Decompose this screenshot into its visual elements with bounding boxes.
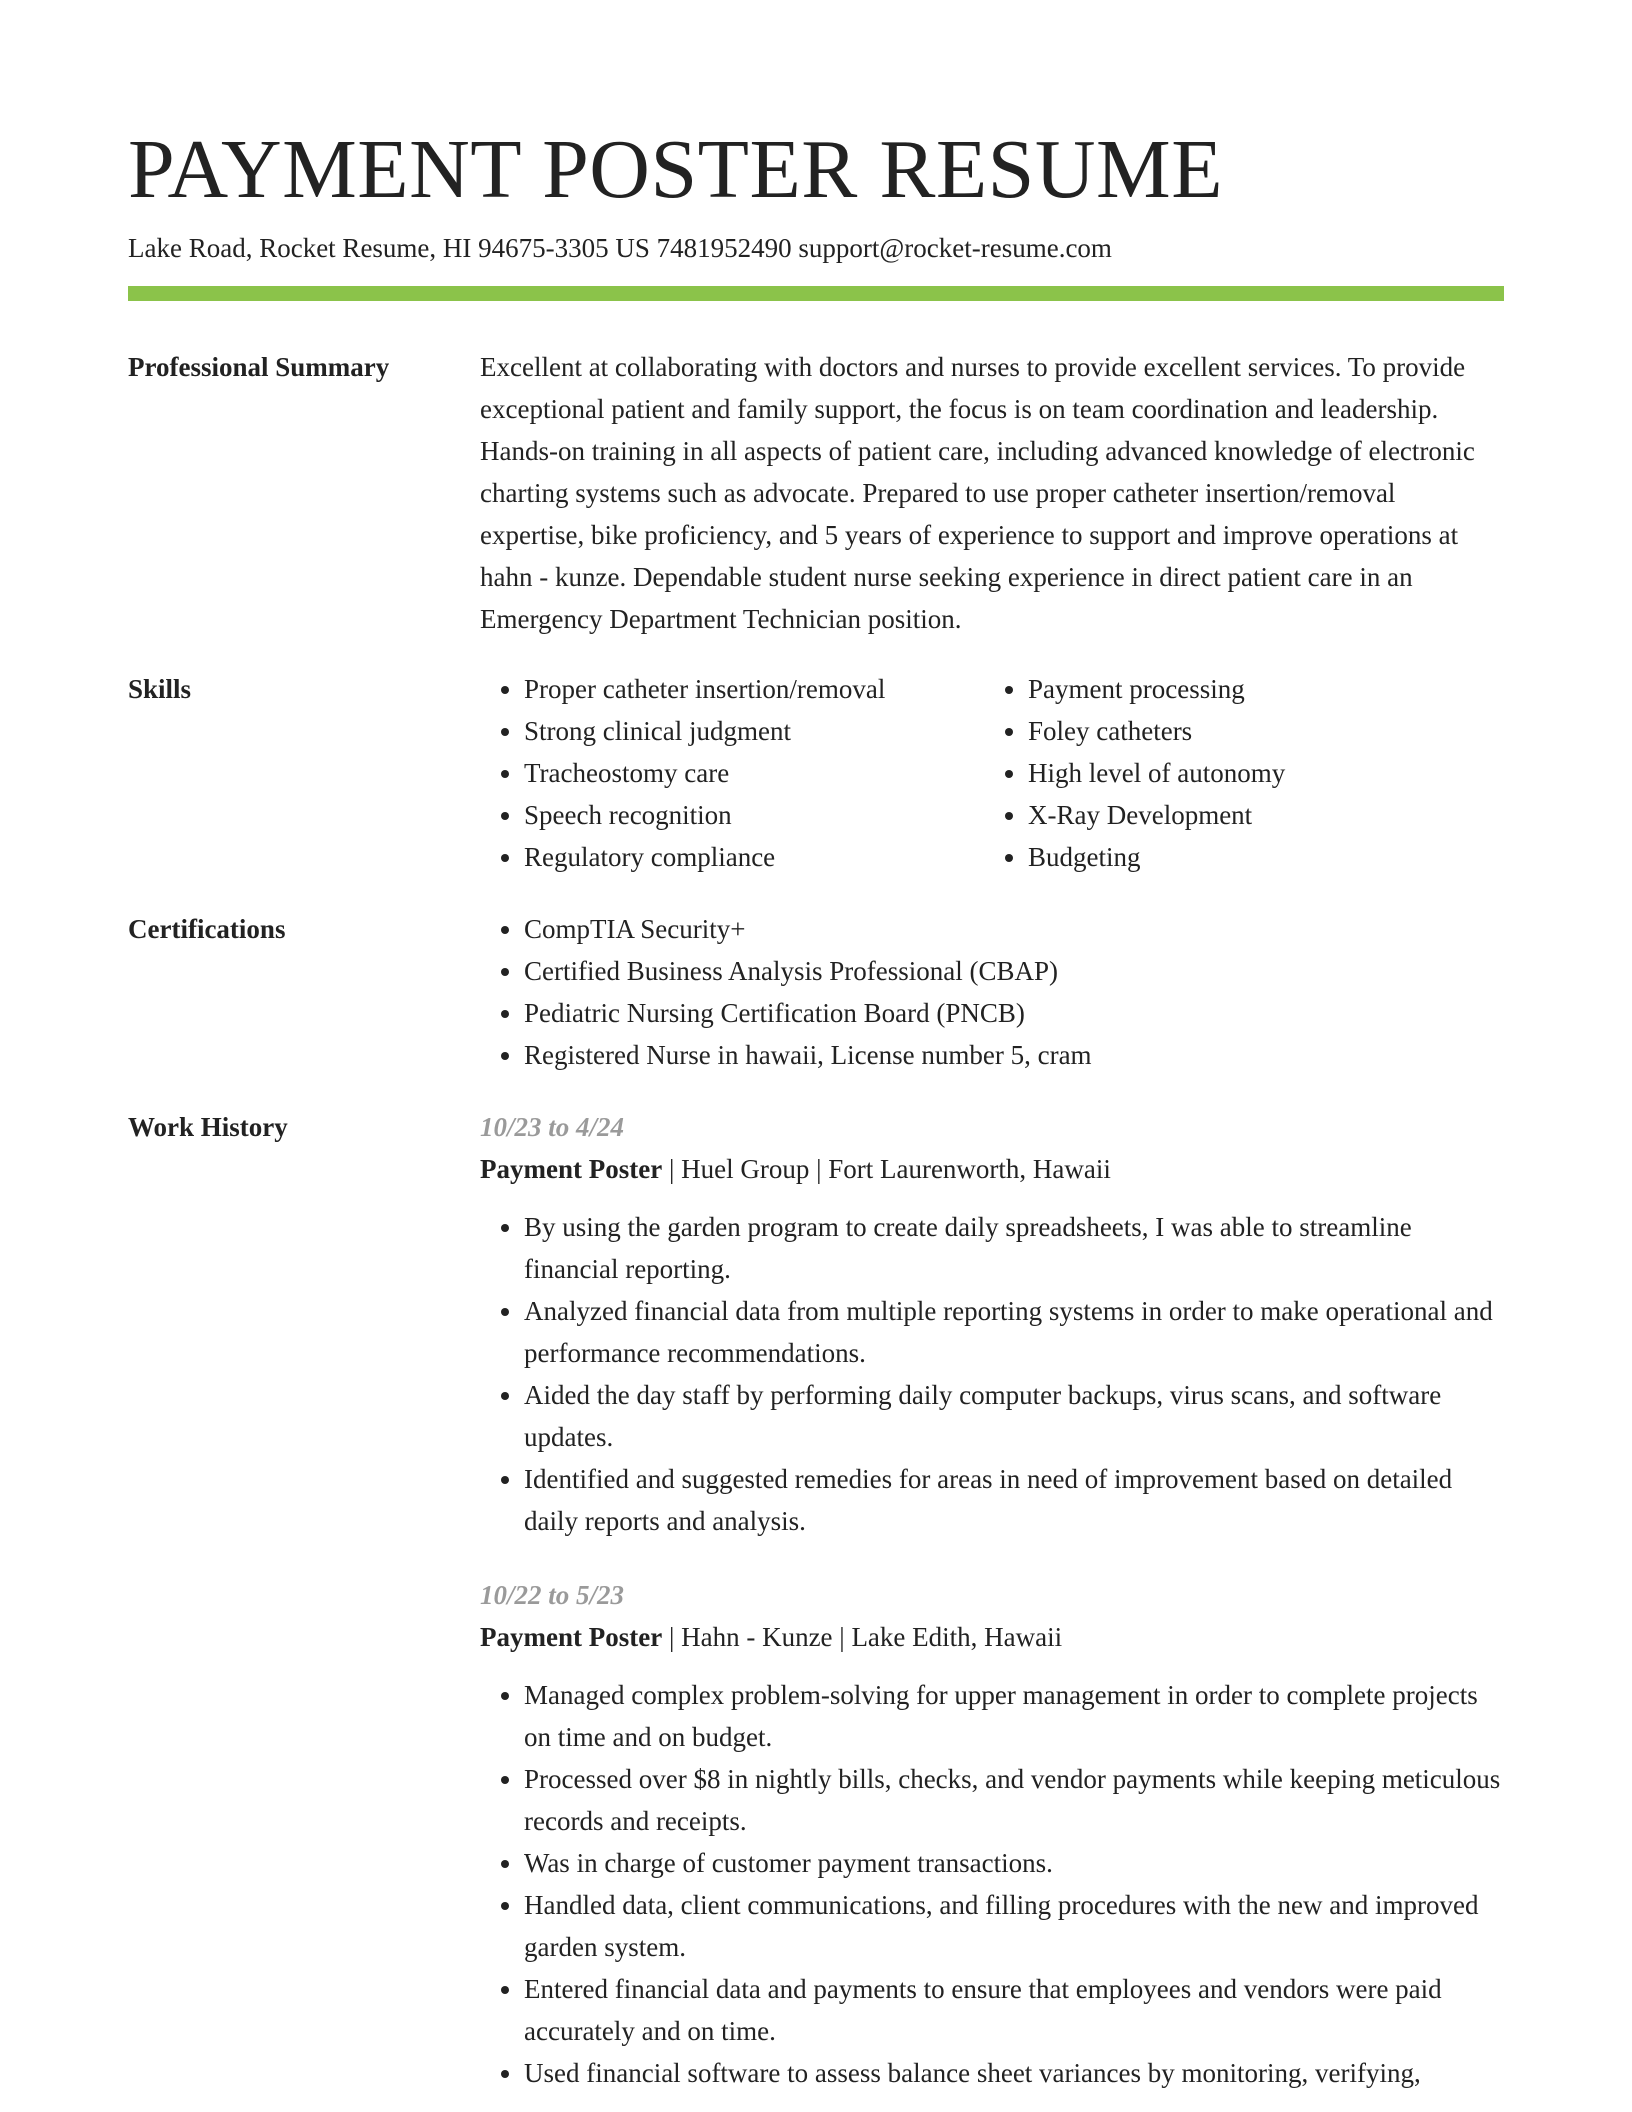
skills-body: [480, 668, 1504, 878]
summary-text: Excellent at collaborating with doctors and nurses to provide excellent services. To provide exceptional patient and family support, the focus is on team coordination and leadership. Hands-on training in all aspects of patient care, including advanced knowledge of electronic charting systems such as advocate. Prepared to use proper catheter insertion/removal expertise, bike proficiency, and 5 years of experience to support and improve operations at hahn - kunze. Dependable student nurse seeking experience in direct patient care in an Emergency Department Technician position.: [480, 352, 1475, 634]
certification-item: • Pediatric Nursing Certification Board (PNCB): [524, 992, 1504, 1034]
job-heading: [480, 1616, 1504, 1658]
skills-list-1: [480, 668, 984, 878]
job-bullet: • Identified and suggested remedies for areas in need of improvement based on detailed daily reports and analysis.: [524, 1458, 1504, 1542]
work-history-body: [480, 1106, 1504, 2094]
job-title: Payment Poster: [480, 1154, 663, 1184]
skill-item: • High level of autonomy: [1028, 752, 1488, 794]
job-bullet: • Managed complex problem-solving for upper management in order to complete projects on time and on budget.: [524, 1674, 1504, 1758]
skill-item: • Regulatory compliance: [524, 836, 984, 878]
job-date: 10/23 to 4/24: [480, 1112, 625, 1142]
certifications-heading: Certifications: [128, 914, 286, 944]
job-bullet: • Aided the day staff by performing daily computer backups, virus scans, and software updates.: [524, 1374, 1504, 1458]
job-bullet: • Processed over $8 in nightly bills, checks, and vendor payments while keeping meticulous records and receipts.: [524, 1758, 1504, 1842]
job-entry: [480, 1574, 1504, 2094]
certification-item: • Registered Nurse in hawaii, License number 5, cram: [524, 1034, 1504, 1076]
header-accent-rule: [128, 286, 1504, 301]
certifications-list: [480, 908, 1504, 1076]
certifications-body: [480, 908, 1504, 1076]
job-title: Payment Poster: [480, 1622, 663, 1652]
skill-item: • Strong clinical judgment: [524, 710, 984, 752]
skill-item: • X-Ray Development: [1028, 794, 1488, 836]
work-history-heading: Work History: [128, 1112, 288, 1142]
resume-title: PAYMENT POSTER RESUME: [128, 123, 1224, 216]
job-date: 10/22 to 5/23: [480, 1580, 625, 1610]
certification-item: • CompTIA Security+: [524, 908, 1504, 950]
skill-item: • Proper catheter insertion/removal: [524, 668, 984, 710]
job-bullet: • Was in charge of customer payment transactions.: [524, 1842, 1504, 1884]
job-bullets: [480, 1206, 1504, 1542]
job-bullet: • By using the garden program to create daily spreadsheets, I was able to streamline financial reporting.: [524, 1206, 1504, 1290]
job-bullet: • Entered financial data and payments to ensure that employees and vendors were paid accurately and on time.: [524, 1968, 1504, 2052]
job-details: | Hahn - Kunze | Lake Edith, Hawaii: [662, 1622, 1063, 1652]
skill-item: • Speech recognition: [524, 794, 984, 836]
job-bullets: [480, 1674, 1504, 2094]
job-entry: [480, 1106, 1504, 1542]
job-details: | Huel Group | Fort Laurenworth, Hawaii: [662, 1154, 1111, 1184]
job-bullet: • Analyzed financial data from multiple reporting systems in order to make operational and performance recommendations.: [524, 1290, 1504, 1374]
skill-item: • Tracheostomy care: [524, 752, 984, 794]
skill-item: • Foley catheters: [1028, 710, 1488, 752]
contact-line: Lake Road, Rocket Resume, HI 94675-3305 US 7481952490 support@rocket-resume.com: [128, 233, 1112, 263]
skill-item: • Budgeting: [1028, 836, 1488, 878]
skills-columns: [480, 668, 1504, 878]
job-heading: [480, 1148, 1504, 1190]
skill-item: • Payment processing: [1028, 668, 1488, 710]
job-bullet: • Used financial software to assess balance sheet variances by monitoring, verifying,: [524, 2052, 1504, 2094]
skills-heading: Skills: [128, 674, 192, 704]
job-bullet: • Handled data, client communications, and filling procedures with the new and improved garden system.: [524, 1884, 1504, 1968]
summary-heading: Professional Summary: [128, 352, 390, 382]
summary-body: [480, 346, 1504, 640]
skills-list-2: [984, 668, 1488, 878]
certification-item: • Certified Business Analysis Professional (CBAP): [524, 950, 1504, 992]
skills-column-1: [480, 668, 984, 878]
skills-column-2: [984, 668, 1488, 878]
